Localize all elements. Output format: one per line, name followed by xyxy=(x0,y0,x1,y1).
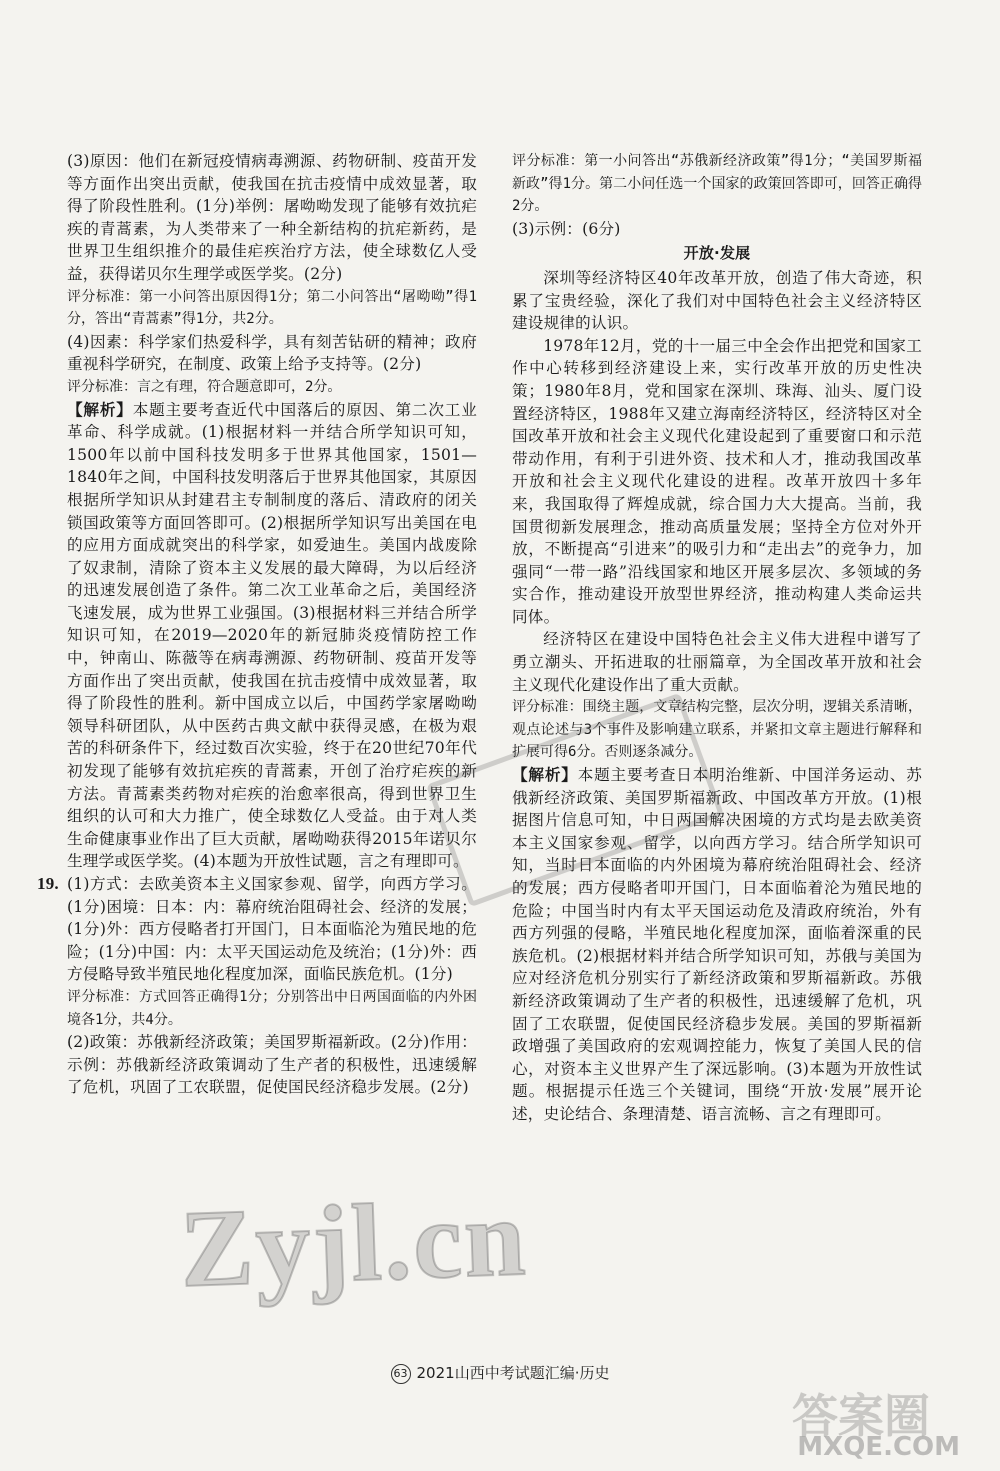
q19-1-text: (1)方式：去欧美资本主义国家参观、留学，向西方学习。(1分)困境：日本：内：幕府统治阻碍社会、经济的发展；(1分)外：西方侵略者打开国门，日本面临沦为殖民地的危险；(1分)中国：内：太平天国运动危及统治；(1分)外：西方侵略导致半殖民地化程度加深，面临民族危机。(1分) xyxy=(67,875,477,984)
essay-title: 开放·发展 xyxy=(683,244,751,263)
q18-4-answer: (4)因素：科学家们热爱科学，具有刻苦钻研的精神；政府重视科学研究，在制度、政策上给予支持等。(2分) xyxy=(67,332,477,374)
q18-analysis-text: 本题主要考查近代中国落后的原因、第二次工业革命、科学成就。(1)根据材料一并结合所学知识可知，1500年以前中国科技发明多于世界其他国家，1501—1840年之间，中国科技发明落后于世界其他国家，其原因根据所学知识从封建君主专制制度的落后、清政府的闭关锁国政策等方面回答即可。(2)根据所学知识写出美国在电的应用方面成就突出的科学家，如爱迪生。美国内战废除了奴隶制，清除了资本主义发展的最大障碍，为以后经济的迅速发展创造了条件。第二次工业革命之后，美国经济飞速发展，成为世界工业强国。(3)根据材料三并结合所学知识可知，在2019—2020年的新冠肺炎疫情防控工作中，钟南山、陈薇等在病毒溯源、药物研制、疫苗开发等方面作出了突出贡献，使我国在抗击疫情中成效显著，取得了阶段性的胜利。新中国成立以后，中国药学家屠呦呦领导科研团队，从中医药古典文献中获得灵感，在极为艰苦的科研条件下，经过数百次实验，终于在20世纪70年代初发现了能够有效抗疟疾的青蒿素，开创了治疗疟疾的新方法。青蒿素类药物对疟疾的治愈率很高，得到世界卫生组织的认可和大力推广，使全球数亿人受益。由于对人类生命健康事业作出了巨大贡献，屠呦呦获得2015年诺贝尔生理学或医学奖。(4)本题为开放性试题，言之有理即可。 xyxy=(67,400,477,871)
q19-1-answer xyxy=(37,873,477,986)
analysis-tag: 【解析】 xyxy=(512,765,578,785)
q19-3-scoring: 评分标准：围绕主题，文章结构完整，层次分明，逻辑关系清晰，观点论述与3个事件及影响建立联系，并紧扣文章主题进行解释和扩展可得6分。否则逐条减分。 xyxy=(512,699,922,761)
watermark-zyjl: Zyjl.cn xyxy=(177,1175,530,1311)
right-column xyxy=(512,150,922,1126)
q18-3-scoring: 评分标准：第一小问答出原因得1分；第二小问答出“屠呦呦”得1分，答出“青蒿素”得1分，共2分。 xyxy=(67,288,477,328)
page-footer xyxy=(0,1362,1000,1384)
q19-analysis-text: 本题主要考查日本明治维新、中国洋务运动、苏俄新经济政策、美国罗斯福新政、中国改革方开放。(1)根据图片信息可知，中日两国解决困境的方式均是去欧美资本主义国家参观、留学，以向西方学习。结合所学知识可知，当时日本面临的内外困境为幕府统治阻碍社会、经济的发展；西方侵略者叩开国门，日本面临着沦为殖民地的危险；中国当时内有太平天国运动危及清政府统治，外有西方列强的侵略，半殖民地化程度加深，面临着深重的民族危机。(2)根据材料并结合所学知识可知，苏俄与美国为应对经济危机分别实行了新经济政策和罗斯福新政。苏俄新经济政策调动了生产者的积极性，迅速缓解了危机，巩固了工农联盟，促使国民经济稳步发展。美国的罗斯福新政增强了美国政府的宏观调控能力，恢复了美国人民的信心，对资本主义世界产生了深远影响。(3)本题为开放性试题。根据提示任选三个关键词，围绕“开放·发展”展开论述，史论结合、条理清楚、语言流畅、言之有理即可。 xyxy=(512,766,922,1123)
essay-paragraph-2: 1978年12月，党的十一届三中全会作出把党和国家工作中心转移到经济建设上来，实行改革开放的历史性决策；1980年8月，党和国家在深圳、珠海、汕头、厦门设置经济特区，1988年又建立海南经济特区，经济特区对全国改革开放和社会主义现代化建设起到了重要窗口和示范带动作用，有利于引进外资、技术和人才，推动我国改革开放和社会主义现代化建设的进程。改革开放四十多年来，我国取得了辉煌成就，综合国力大大提高。当前，我国贯彻新发展理念，推动高质量发展；坚持全方位对外开放，不断提高“引进来”的吸引力和“走出去”的竞争力，加强同“一带一路”沿线国家和地区开展多层次、多领域的务实合作，推动建设开放型世界经济，推动构建人类命运共同体。 xyxy=(512,336,922,626)
question-number: 19. xyxy=(37,874,59,893)
page-number: 63 xyxy=(391,1364,411,1384)
q19-1-scoring: 评分标准：方式回答正确得1分；分别答出中日两国面临的内外困境各1分，共4分。 xyxy=(67,988,477,1028)
q19-2-scoring: 评分标准：第一小问答出“苏俄新经济政策”得1分；“美国罗斯福新政”得1分。第二小问任选一个国家的政策回答即可，回答正确得2分。 xyxy=(512,153,922,215)
left-column xyxy=(37,150,477,1099)
watermark-brand-logo: 答案圈 xyxy=(792,1389,930,1443)
q18-4-scoring: 评分标准：言之有理，符合题意即可，2分。 xyxy=(67,378,342,395)
q18-analysis xyxy=(67,399,477,873)
analysis-tag: 【解析】 xyxy=(67,399,133,419)
q18-3-answer: (3)原因：他们在新冠疫情病毒溯源、药物研制、疫苗开发等方面作出突出贡献，使我国在抗击疫情中成效显著，取得了阶段性胜利。(1分)举例：屠呦呦发现了能够有效抗疟疾的青蒿素，为人类带来了一种全新结构的抗疟新药，是世界卫生组织推介的最佳疟疾治疗方法，使全球数亿人受益，获得诺贝尔生理学或医学奖。(2分) xyxy=(67,152,477,283)
essay-paragraph-1: 深圳等经济特区40年改革开放，创造了伟大奇迹，积累了宝贵经验，深化了我们对中国特色社会主义经济特区建设规律的认识。 xyxy=(512,268,922,333)
footer-title: 2021山西中考试题汇编·历史 xyxy=(416,1364,610,1382)
essay-paragraph-3: 经济特区在建设中国特色社会主义伟大进程中谱写了勇立潮头、开拓进取的壮丽篇章，为全国改革开放和社会主义现代化建设作出了重大贡献。 xyxy=(512,630,922,694)
q19-2-answer: (2)政策：苏俄新经济政策；美国罗斯福新政。(2分)作用：示例：苏俄新经济政策调动了生产者的积极性，迅速缓解了危机，巩固了工农联盟，促使国民经济稳步发展。(2分) xyxy=(67,1033,477,1097)
watermark-url: MXQE.COM xyxy=(797,1432,960,1462)
q19-3-label: (3)示例：(6分) xyxy=(512,219,621,238)
